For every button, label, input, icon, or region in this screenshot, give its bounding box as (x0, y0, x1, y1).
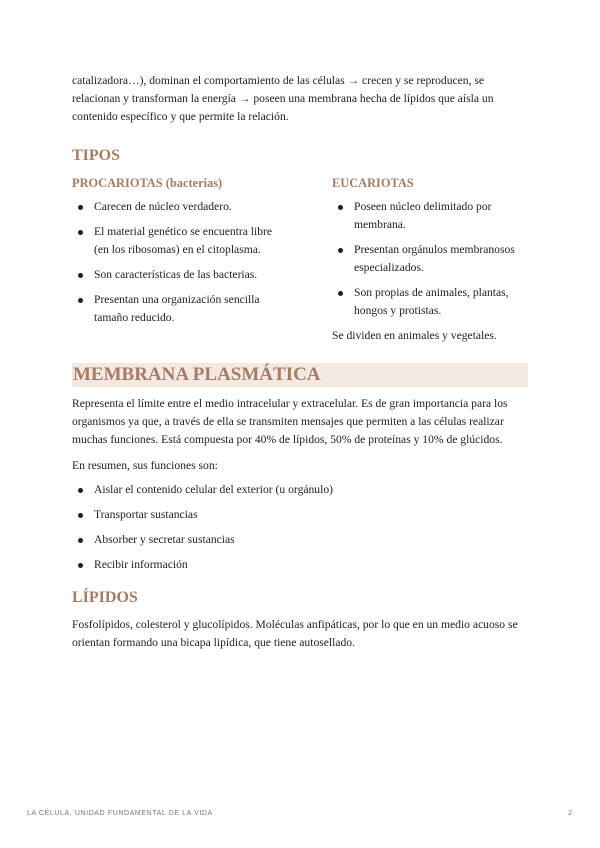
list-item (72, 223, 284, 259)
list-item (72, 266, 284, 284)
bullet-icon (78, 513, 83, 518)
list-item (72, 198, 284, 216)
bullet-icon (338, 205, 343, 210)
bullet-icon (78, 563, 83, 568)
bullet-icon (78, 273, 83, 278)
procariotas-heading: PROCARIOTAS (bacterias) (72, 176, 223, 190)
list-item (72, 481, 528, 499)
bullet-icon (78, 230, 83, 235)
eucariotas-list (332, 198, 528, 320)
list-item (72, 506, 528, 524)
bullet-icon (78, 488, 83, 493)
eucariotas-heading: EUCARIOTAS (332, 176, 414, 190)
list-item-text: Absorber y secretar sustancias (94, 533, 235, 546)
intro-paragraph: catalizadora…), dominan el comportamiento de las células → crecen y se reproducen, se relacionan y transforman la energía → poseen una membrana hecha de lípidos que aísla un contenido específico y que permite la relación. (72, 74, 494, 123)
page-content (72, 72, 528, 652)
bullet-icon (78, 205, 83, 210)
list-item (72, 291, 284, 327)
list-item-text: Son propias de animales, plantas, hongos y protistas. (354, 286, 509, 317)
list-item (72, 531, 528, 549)
tipos-heading: TIPOS (72, 147, 121, 164)
footer-title: LA CÉLULA, UNIDAD FUNDAMENTAL DE LA VIDA (27, 810, 213, 817)
list-item (332, 198, 528, 234)
page-number: 2 (568, 810, 572, 817)
list-item (332, 284, 528, 320)
eucariotas-column (332, 174, 528, 345)
lipidos-paragraph: Fosfolípidos, colesterol y glucolípidos. Moléculas anfipáticas, por lo que en un medio acuoso se orientan formando una bicapa lipídica, que tiene autosellado. (72, 618, 518, 649)
procariotas-column (72, 174, 284, 345)
list-item-text: Presentan orgánulos membranosos especializados. (354, 243, 515, 274)
list-item-text: Poseen núcleo delimitado por membrana. (354, 200, 492, 231)
procariotas-list (72, 198, 284, 327)
list-item-text: Presentan una organización sencilla tamaño reducido. (94, 293, 260, 324)
membrana-resumen: En resumen, sus funciones son: (72, 459, 218, 472)
bullet-icon (78, 298, 83, 303)
bullet-icon (338, 248, 343, 253)
eucariotas-note: Se dividen en animales y vegetales. (332, 329, 497, 342)
list-item-text: Aislar el contenido celular del exterior (u orgánulo) (94, 483, 333, 496)
list-item-text: Carecen de núcleo verdadero. (94, 200, 232, 213)
tipos-columns (72, 174, 528, 345)
list-item-text: Son características de las bacterias. (94, 268, 258, 281)
list-item (332, 241, 528, 277)
list-item (72, 556, 528, 574)
list-item-text: Recibir información (94, 558, 188, 571)
membrana-paragraph: Representa el límite entre el medio intracelular y extracelular. Es de gran importancia para los organismos ya que, a través de ella se transmiten mensajes que permiten a las células realizar muchas funciones. Está compuesta por 40% de lípidos, 50% de proteínas y 10% de glúcidos. (72, 397, 508, 446)
list-item-text: El material genético se encuentra libre (en los ribosomas) en el citoplasma. (94, 225, 273, 256)
bullet-icon (78, 538, 83, 543)
list-item-text: Transportar sustancias (94, 508, 198, 521)
bullet-icon (338, 291, 343, 296)
lipidos-heading: LÍPIDOS (72, 589, 138, 606)
funciones-list (72, 481, 528, 574)
membrana-heading: MEMBRANA PLASMÁTICA (72, 363, 528, 387)
